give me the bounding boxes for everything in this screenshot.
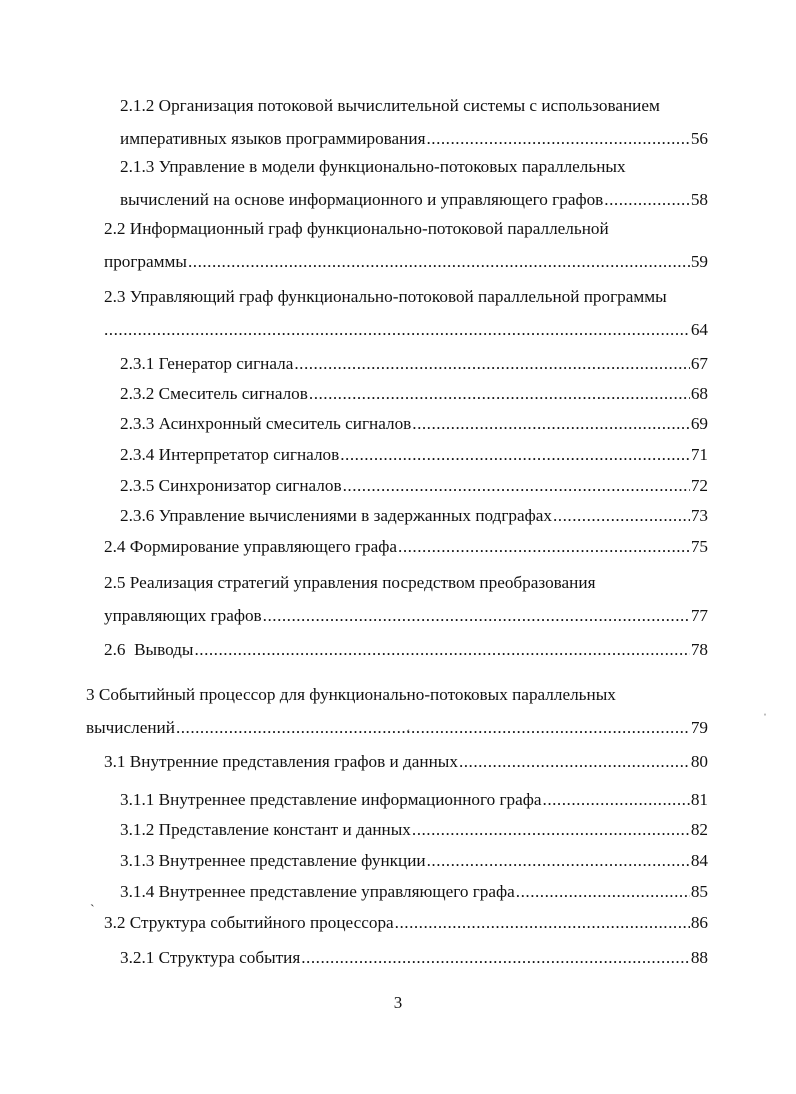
toc-entry-title: управляющих графов [104, 606, 262, 625]
toc-page-number: 81 [690, 790, 708, 809]
toc-entry-2-6[interactable] [104, 640, 708, 660]
toc-page-number: 79 [690, 718, 708, 737]
toc-entry-3-1-1[interactable] [120, 790, 708, 810]
dot-leader [553, 506, 690, 526]
toc-entry-3-1-2[interactable] [120, 820, 708, 840]
toc-page-number: 67 [690, 354, 708, 373]
toc-entry-title: вычислений [86, 718, 175, 737]
scan-speck: ˌ [763, 702, 767, 716]
toc-entry-2-3-6[interactable] [120, 506, 708, 526]
toc-entry-title: 2.3.5 Синхронизатор сигналов [120, 476, 342, 495]
page-number: 3 [393, 993, 403, 1012]
toc-page-number: 64 [690, 320, 708, 339]
toc-page-number: 84 [690, 851, 708, 870]
toc-entry-title: 2.3.2 Смеситель сигналов [120, 384, 308, 403]
dot-leader [294, 354, 689, 374]
dot-leader [412, 820, 690, 840]
toc-entry-2-1-2[interactable] [120, 96, 708, 149]
toc-entry-title-line1: 2.1.3 Управление в модели функционально-потоковых параллельных [120, 157, 626, 176]
toc-entry-title: вычислений на основе информационного и управляющего графов [120, 190, 604, 209]
toc-entry-2-3-4[interactable] [120, 445, 708, 465]
toc-page-number: 82 [690, 820, 708, 839]
dot-leader [426, 129, 689, 149]
dot-leader [412, 414, 690, 434]
scan-speck: ˊ [406, 727, 410, 741]
dot-leader [427, 851, 690, 871]
toc-page-number: 72 [690, 476, 708, 495]
toc-entry-title: 3.1.2 Представление констант и данных [120, 820, 411, 839]
toc-entry-title: программы [104, 252, 187, 271]
toc-entry-3-1-3[interactable] [120, 851, 708, 871]
toc-entry-2-5[interactable] [104, 573, 708, 626]
toc-entry-title: 3.2 Структура событийного процессора [104, 913, 394, 932]
dot-leader [176, 718, 690, 738]
toc-entry-2-3-3[interactable] [120, 414, 708, 434]
toc-entry-title: 2.4 Формирование управляющего графа [104, 537, 398, 556]
toc-page-number: 86 [690, 913, 708, 932]
toc-entry-3-2[interactable] [104, 913, 708, 933]
toc-entry-title: императивных языков программирования [120, 129, 426, 148]
toc-entry-title-line1: 2.1.2 Организация потоковой вычислительной системы с использованием [120, 96, 660, 115]
toc-entry-title: 2.3.6 Управление вычислениями в задержанных подграфах [120, 506, 552, 525]
toc-entry-title-line1: 2.2 Информационный граф функционально-потоковой параллельной [104, 219, 609, 238]
toc-entry-title: 3.2.1 Структура события [120, 948, 301, 967]
dot-leader [343, 476, 690, 496]
toc-page-number: 68 [690, 384, 708, 403]
toc-page-number: 80 [690, 752, 708, 771]
toc-entry-title: 2.3.3 Асинхронный смеситель сигналов [120, 414, 412, 433]
toc-page-number: 78 [690, 640, 708, 659]
dot-leader [194, 640, 689, 660]
dot-leader [340, 445, 690, 465]
toc-page-number: 58 [690, 190, 708, 209]
dot-leader [188, 252, 690, 272]
toc-page-number: 69 [690, 414, 708, 433]
toc-entry-2-4[interactable] [104, 537, 708, 557]
toc-entry-title: 2.6 Выводы [104, 640, 194, 659]
toc-entry-2-3-5[interactable] [120, 476, 708, 496]
toc-entry-3-1-4[interactable] [120, 882, 708, 902]
toc-page-number: 88 [690, 948, 708, 967]
toc-page-number: 73 [690, 506, 708, 525]
dot-leader [263, 606, 690, 626]
toc-entry-2-1-3[interactable] [120, 157, 708, 210]
toc-entry-title-line1: 2.3 Управляющий граф функционально-потоковой параллельной программы [104, 287, 667, 306]
toc-entry-title: 3.1.3 Внутреннее представление функции [120, 851, 426, 870]
toc-entry-2-3[interactable] [104, 287, 708, 340]
toc-page-number: 59 [690, 252, 708, 271]
dot-leader [104, 320, 690, 340]
toc-page-number: 75 [690, 537, 708, 556]
toc-entry-2-3-1[interactable] [120, 354, 708, 374]
toc-entry-3-1[interactable] [104, 752, 708, 772]
dot-leader [543, 790, 690, 810]
toc-page-number: 71 [690, 445, 708, 464]
toc-page-number: 77 [690, 606, 708, 625]
dot-leader [309, 384, 690, 404]
scan-speck: ˋ [90, 903, 95, 918]
toc-entry-title-line1: 2.5 Реализация стратегий управления посредством преобразования [104, 573, 596, 592]
toc-page-number: 85 [690, 882, 708, 901]
toc-entry-2-3-2[interactable] [120, 384, 708, 404]
toc-entry-3[interactable] [86, 685, 708, 738]
toc-page-number: 56 [690, 129, 708, 148]
dot-leader [398, 537, 690, 557]
dot-leader [395, 913, 690, 933]
toc-entry-2-2[interactable] [104, 219, 708, 272]
dot-leader [301, 948, 690, 968]
toc-entry-title: 2.3.4 Интерпретатор сигналов [120, 445, 340, 464]
dot-leader [604, 190, 690, 210]
dot-leader [516, 882, 690, 902]
dot-leader [459, 752, 690, 772]
toc-entry-title: 3.1 Внутренние представления графов и данных [104, 752, 458, 771]
toc-entry-title: 3.1.4 Внутреннее представление управляющего графа [120, 882, 515, 901]
toc-entry-title: 3.1.1 Внутреннее представление информационного графа [120, 790, 542, 809]
toc-entry-title-line1: 3 Событийный процессор для функционально-потоковых параллельных [86, 685, 616, 704]
toc-entry-3-2-1[interactable] [120, 948, 708, 968]
toc-entry-title: 2.3.1 Генератор сигнала [120, 354, 294, 373]
